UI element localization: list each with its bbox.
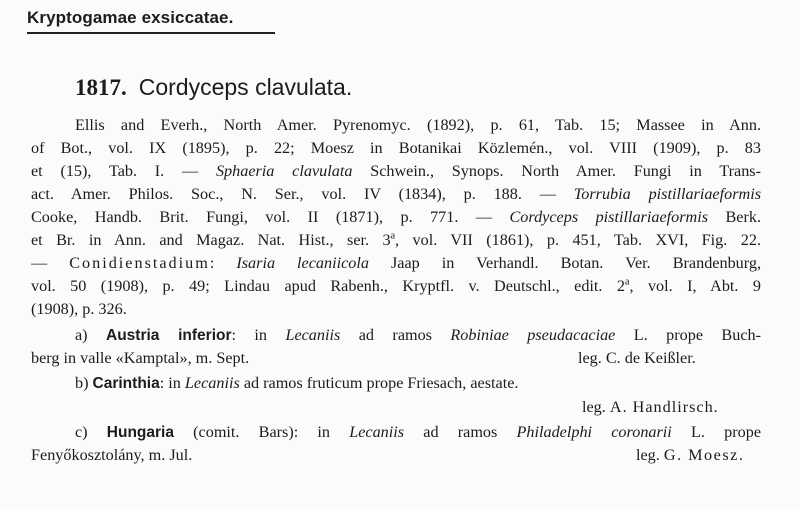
- synonymy-line: of Bot., vol. IX (1895), p. 22; Moesz in Botanikai Közlemén., vol. VIII (1909), p. 83: [31, 139, 761, 157]
- region-name: Hungaria: [106, 424, 174, 441]
- collector-a: leg. C. de Keißler.: [578, 349, 696, 367]
- region-name: Carinthia: [92, 375, 160, 392]
- locality-b: b) Carinthia: in Lecaniis ad ramos fruticum prope Friesach, aestate.: [75, 374, 519, 392]
- locality-c-cont: Fenyőkosztolány, m. Jul.: [31, 446, 193, 464]
- collector-b: leg. A. Handlirsch.: [582, 398, 719, 416]
- entry-title: [75, 74, 352, 101]
- synonymy-line: Cooke, Handb. Brit. Fungi, vol. II (1871), p. 771. — Cordyceps pistillariaeformis Berk.: [31, 208, 761, 226]
- locality-a-cont: berg in valle «Kamptal», m. Sept.: [31, 349, 250, 367]
- synonymy-line: (1908), p. 326.: [31, 300, 127, 318]
- locality-a: a) Austria inferior: in Lecaniis ad ramos Robiniae pseudacaciae L. prope Buch-: [75, 326, 761, 344]
- region-name: Austria inferior: [106, 327, 232, 344]
- page-header: Kryptogamae exsiccatae.: [27, 8, 275, 34]
- collector-c: leg. G. Moesz.: [636, 446, 745, 464]
- species-name: Cordyceps clavulata.: [138, 74, 353, 100]
- entry-number: 1817.: [75, 75, 127, 100]
- synonymy-line: et Br. in Ann. and Magaz. Nat. Hist., ser. 3$^a$, vol. VII (1861), p. 451, Tab. XVI, Fig. 22.: [31, 230, 761, 249]
- synonymy-line: et (15), Tab. I. — Sphaeria clavulata Schwein., Synops. North Amer. Fungi in Trans-: [31, 162, 761, 180]
- synonymy-line: vol. 50 (1908), p. 49; Lindau apud Rabenh., Kryptfl. v. Deutschl., edit. 2$^a$, vol. I, Abt. 9: [31, 276, 761, 295]
- synonymy-line: act. Amer. Philos. Soc., N. Ser., vol. IV (1834), p. 188. — Torrubia pistillariaeformis: [31, 185, 761, 203]
- synonymy-line: — Conidienstadium: Isaria lecaniicola Jaap in Verhandl. Botan. Ver. Brandenburg,: [31, 254, 761, 272]
- synonymy-line: Ellis and Everh., North Amer. Pyrenomyc. (1892), p. 61, Tab. 15; Massee in Ann.: [75, 116, 761, 134]
- locality-c: c) Hungaria (comit. Bars): in Lecaniis ad ramos Philadelphi coronarii L. prope: [75, 423, 761, 441]
